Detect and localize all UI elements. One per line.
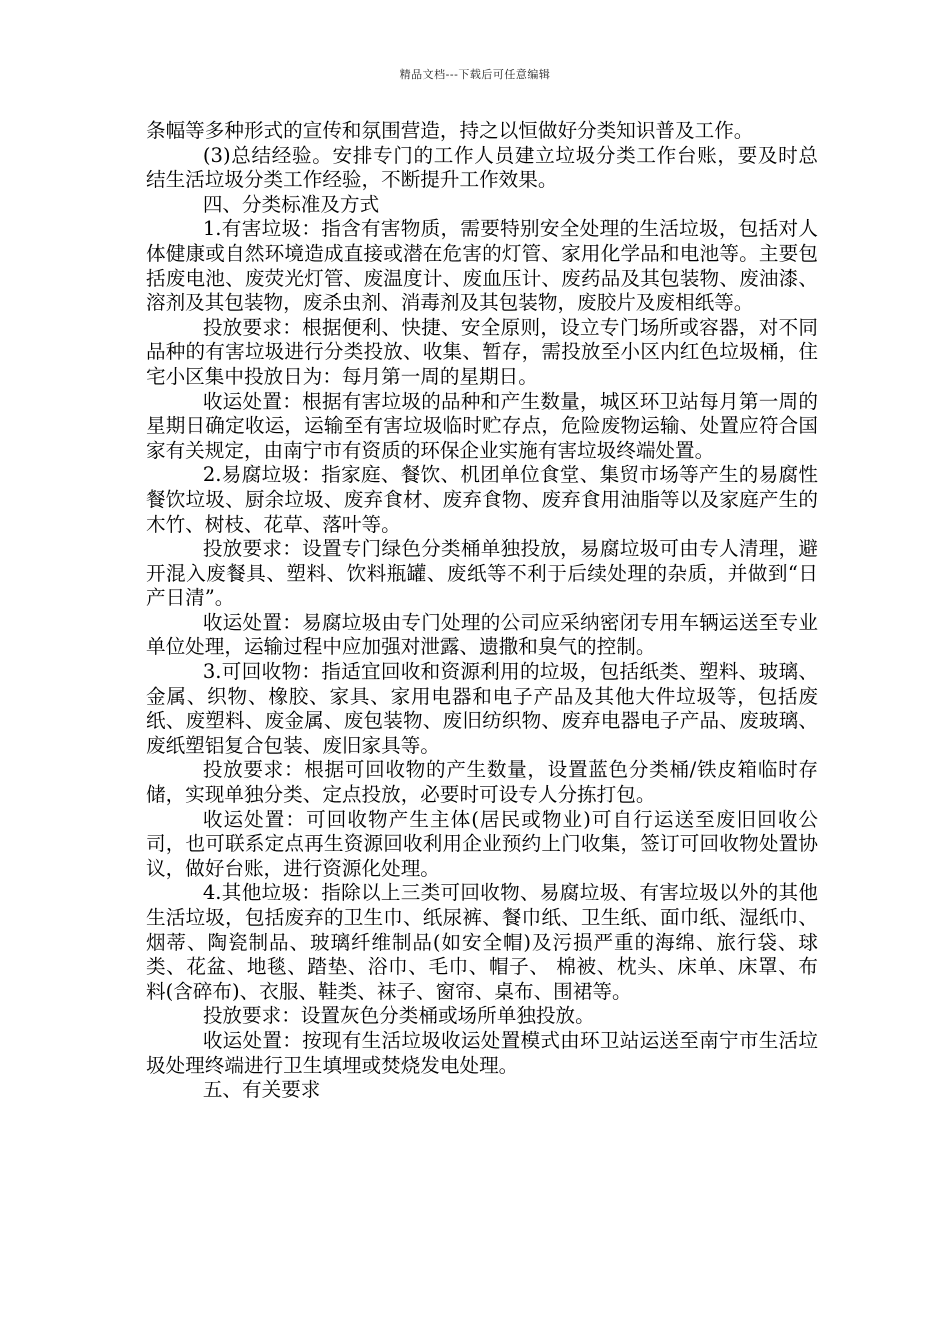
page-header: 精品文档---下载后可任意编辑: [399, 68, 551, 81]
paragraph: (3)总结经验。安排专门的工作人员建立垃圾分类工作台账，要及时总结生活垃圾分类工作经验，不断提升工作效果。: [146, 143, 818, 192]
paragraph: 1.有害垃圾：指含有害物质，需要特别安全处理的生活垃圾，包括对人体健康或自然环境造成直接或潜在危害的灯管、家用化学品和电池等。主要包括废电池、废荧光灯管、废温度计、废血压计、废药品及其包装物、废油漆、溶剂及其包装物，废杀虫剂、消毒剂及其包装物，废胶片及废相纸等。: [146, 217, 818, 315]
paragraph: 3.可回收物：指适宜回收和资源利用的垃圾，包括纸类、塑料、玻璃、金属、织物、橡胶、家具、家用电器和电子产品及其他大件垃圾等，包括废纸、废塑料、废金属、废包装物、废旧纺织物、废弃电器电子产品、废玻璃、废纸塑铝复合包装、废旧家具等。: [146, 660, 818, 757]
paragraph: 投放要求：设置专门绿色分类桶单独投放，易腐垃圾可由专人清理，避开混入废餐具、塑料、饮料瓶罐、废纸等不利于后续处理的杂质，并做到“日产日清”。: [146, 537, 818, 610]
paragraph: 收运处置：易腐垃圾由专门处理的公司应采纳密闭专用车辆运送至专业单位处理，运输过程中应加强对泄露、遗撒和臭气的控制。: [146, 610, 818, 659]
paragraph: 4.其他垃圾：指除以上三类可回收物、易腐垃圾、有害垃圾以外的其他生活垃圾，包括废弃的卫生巾、纸尿裤、餐巾纸、卫生纸、面巾纸、湿纸巾、烟蒂、陶瓷制品、玻璃纤维制品(如安全帽)及污损严重的海绵、旅行袋、球类、花盆、地毯、踏垫、浴巾、毛巾、帽子、 棉被、枕头、床单、床罩、布料(含碎布)、衣服、鞋类、袜子、窗帘、桌布、围裙等。: [146, 881, 818, 1003]
paragraph: 收运处置：可回收物产生主体(居民或物业)可自行运送至废旧回收公司，也可联系定点再生资源回收利用企业预约上门收集，签订可回收物处置协议，做好台账，进行资源化处理。: [146, 807, 818, 880]
paragraph: 投放要求：根据便利、快捷、安全原则，设立专门场所或容器，对不同品种的有害垃圾进行分类投放、收集、暂存，需投放至小区内红色垃圾桶，住宅小区集中投放日为：每月第一周的星期日。: [146, 315, 818, 388]
paragraph: 2.易腐垃圾：指家庭、餐饮、机团单位食堂、集贸市场等产生的易腐性餐饮垃圾、厨余垃圾、废弃食材、废弃食物、废弃食用油脂等以及家庭产生的木竹、树枝、花草、落叶等。: [146, 463, 818, 536]
paragraph: 投放要求：根据可回收物的产生数量，设置蓝色分类桶/铁皮箱临时存储，实现单独分类、定点投放，必要时可设专人分拣打包。: [146, 758, 818, 807]
document-body: [146, 119, 818, 1103]
paragraph: 五、有关要求: [202, 1078, 321, 1102]
paragraph: 条幅等多种形式的宣传和氛围营造，持之以恒做好分类知识普及工作。: [146, 119, 754, 142]
paragraph: 收运处置：按现有生活垃圾收运处置模式由环卫站运送至南宁市生活垃圾处理终端进行卫生填埋或焚烧发电处理。: [146, 1028, 818, 1077]
paragraph: 投放要求：设置灰色分类桶或场所单独投放。: [202, 1004, 595, 1028]
paragraph: 收运处置：根据有害垃圾的品种和产生数量，城区环卫站每月第一周的星期日确定收运，运输至有害垃圾临时贮存点，危险废物运输、处置应符合国家有关规定，由南宁市有资质的环保企业实施有害垃圾终端处置。: [146, 389, 818, 462]
paragraph: 四、分类标准及方式: [202, 192, 380, 216]
